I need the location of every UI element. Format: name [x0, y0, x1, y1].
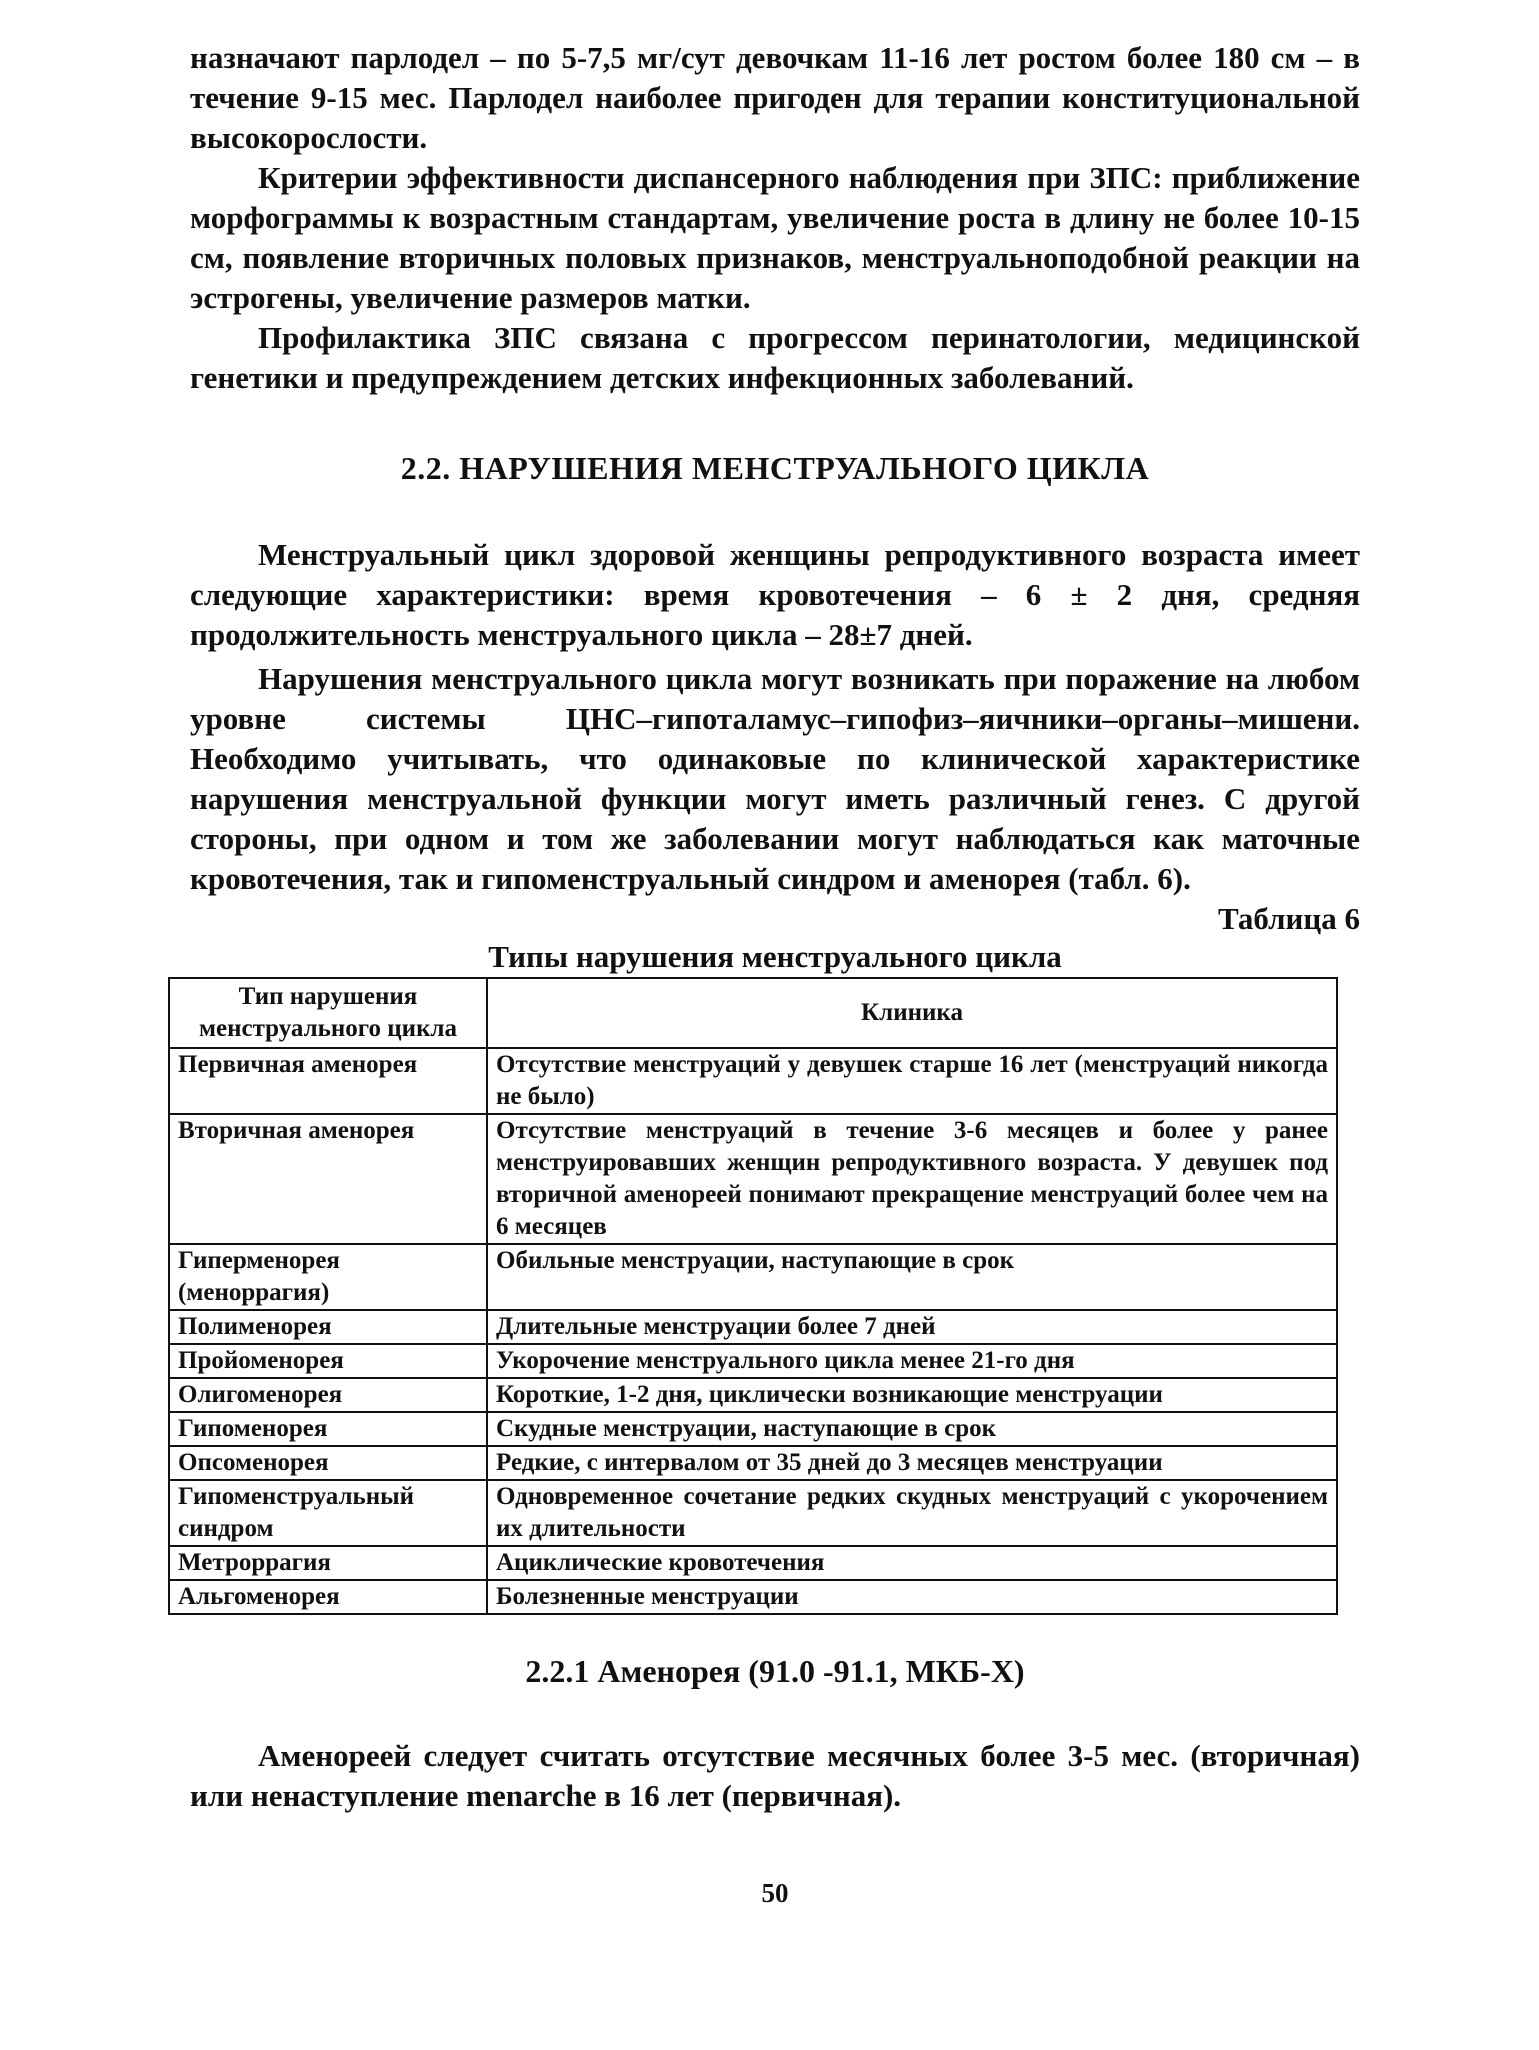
disorders-table: [168, 977, 1338, 1615]
table-cell-type: Первичная аменорея: [169, 1048, 487, 1114]
table-cell-type: Вторичная аменорея: [169, 1114, 487, 1244]
table-cell-type: Гипоменорея: [169, 1412, 487, 1446]
document-page: [178, 38, 1360, 1909]
table-row: [169, 1446, 1337, 1480]
table-cell-type: Полименорея: [169, 1310, 487, 1344]
table-row: [169, 1480, 1337, 1546]
table-row: [169, 1048, 1337, 1114]
paragraph-criteria: Критерии эффективности диспансерного наблюдения при ЗПС: приближение морфограммы к возрастным стандартам, увеличение роста в длину не более 10-15 см, появление вторичных половых признаков, менструальноподобной реакции на эстрогены, увеличение размеров матки.: [190, 160, 1360, 315]
subsection-heading: 2.2.1 Аменорея (91.0 -91.1, МКБ-X): [525, 1653, 1025, 1689]
table-row: [169, 1412, 1337, 1446]
table-header-type: Тип нарушения менструального цикла: [169, 978, 487, 1048]
table-cell-type: Гиперменорея (меноррагия): [169, 1244, 487, 1310]
paragraph-parlodel: назначают парлодел – по 5-7,5 мг/сут девочкам 11-16 лет ростом более 180 см – в течение 9-15 мес. Парлодел наиболее пригоден для терапии конституциональной высокорослости.: [190, 40, 1360, 155]
table-cell-type: Олигоменорея: [169, 1378, 487, 1412]
section-heading: 2.2. НАРУШЕНИЯ МЕНСТРУАЛЬНОГО ЦИКЛА: [400, 450, 1150, 486]
table-cell-clinic: Скудные менструации, наступающие в срок: [487, 1412, 1337, 1446]
table-cell-clinic: Редкие, с интервалом от 35 дней до 3 месяцев менструации: [487, 1446, 1337, 1480]
table-cell-clinic: Ациклические кровотечения: [487, 1546, 1337, 1580]
table-header-clinic: Клиника: [487, 978, 1337, 1048]
table-cell-clinic: Длительные менструации более 7 дней: [487, 1310, 1337, 1344]
paragraph-cycle-characteristics: Менструальный цикл здоровой женщины репродуктивного возраста имеет следующие характеристики: время кровотечения – 6 ± 2 дня, средняя продолжительность менструального цикла – 28±7 дней.: [190, 537, 1360, 652]
table-title: Типы нарушения менструального цикла: [488, 939, 1062, 974]
table-cell-clinic: Отсутствие менструаций у девушек старше 16 лет (менструаций никогда не было): [487, 1048, 1337, 1114]
table-label: Таблица 6: [1218, 901, 1360, 936]
table-row: [169, 1310, 1337, 1344]
table-row: [169, 1580, 1337, 1614]
table-row: [169, 1344, 1337, 1378]
table-cell-type: Пройоменорея: [169, 1344, 487, 1378]
table-header-row: [169, 978, 1337, 1048]
table-cell-clinic: Отсутствие менструаций в течение 3-6 месяцев и более у ранее менструировавших женщин репродуктивного возраста. У девушек под вторичной аменореей понимают прекращение менструаций более чем на 6 месяцев: [487, 1114, 1337, 1244]
paragraph-prophylaxis: Профилактика ЗПС связана с прогрессом перинатологии, медицинской генетики и предупреждением детских инфекционных заболеваний.: [190, 320, 1360, 395]
table-cell-clinic: Короткие, 1-2 дня, циклически возникающие менструации: [487, 1378, 1337, 1412]
table-cell-clinic: Укорочение менструального цикла менее 21-го дня: [487, 1344, 1337, 1378]
table-row: [169, 1244, 1337, 1310]
paragraph-cycle-disorders: Нарушения менструального цикла могут возникать при поражение на любом уровне системы ЦНС–гипоталамус–гипофиз–яичники–органы–мишени. Необходимо учитывать, что одинаковые по клинической характеристике нарушения менструальной функции могут иметь различный генез. С другой стороны, при одном и том же заболевании могут наблюдаться как маточные кровотечения, так и гипоменструальный синдром и аменорея (табл. 6).: [190, 661, 1360, 896]
page-number: 50: [761, 1878, 789, 1908]
table-cell-clinic: Одновременное сочетание редких скудных менструаций с укорочением их длительности: [487, 1480, 1337, 1546]
table-row: [169, 1114, 1337, 1244]
table-cell-type: Опсоменорея: [169, 1446, 487, 1480]
table-cell-clinic: Обильные менструации, наступающие в срок: [487, 1244, 1337, 1310]
table-row: [169, 1378, 1337, 1412]
table-row: [169, 1546, 1337, 1580]
table-cell-type: Альгоменорея: [169, 1580, 487, 1614]
table-cell-type: Метроррагия: [169, 1546, 487, 1580]
table-cell-type: Гипоменструальный синдром: [169, 1480, 487, 1546]
paragraph-amenorrhea-definition: Аменореей следует считать отсутствие месячных более 3-5 мес. (вторичная) или ненаступление menarche в 16 лет (первичная).: [190, 1738, 1360, 1813]
table-cell-clinic: Болезненные менструации: [487, 1580, 1337, 1614]
